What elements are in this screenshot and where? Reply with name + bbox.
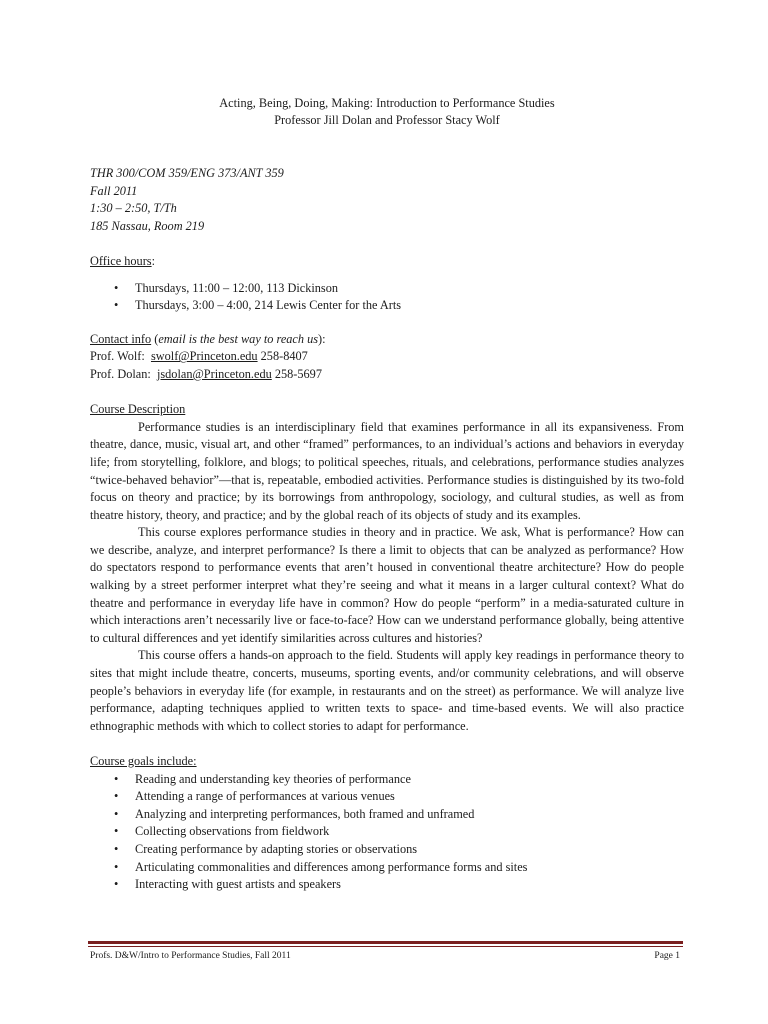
course-description-heading: Course Description: [90, 402, 186, 417]
page-footer: [90, 950, 680, 962]
contact-heading: Contact info (email is the best way to reach us):: [90, 331, 326, 346]
list-item: • Interacting with guest artists and speakers: [90, 876, 684, 894]
list-item: • Analyzing and interpreting performances, both framed and unframed: [90, 806, 684, 824]
course-time: 1:30 – 2:50, T/Th: [90, 201, 177, 216]
document-page: [90, 95, 684, 894]
course-goals-heading: Course goals include:: [90, 754, 197, 768]
course-title: Acting, Being, Doing, Making: Introduction to Performance Studies: [219, 96, 555, 110]
list-item: • Reading and understanding key theories of performance: [90, 771, 684, 789]
footer-rule-thick: [88, 941, 683, 944]
description-paragraph: This course offers a hands-on approach to the field. Students will apply key readings in performance theory to sites that might include theatre, concerts, museums, sporting events, and/or community celebrations, and will observe people’s behaviors in everyday life (for example, in restaurants and on the street) as performance. We will analyze live performance, adapting techniques applied to written texts to space- and time-based events. We will also practice ethnographic methods with which to collect stories to adapt for performance.: [90, 648, 684, 733]
list-item: • Creating performance by adapting stories or observations: [90, 841, 684, 859]
professors-line: Professor Jill Dolan and Professor Stacy Wolf: [274, 113, 500, 127]
list-item: • Articulating commonalities and differences among performance forms and sites: [90, 859, 684, 877]
description-paragraph: This course explores performance studies in theory and in practice. We ask, What is performance? How can we describe, analyze, and interpret performance? Is there a limit to objects that can be analyzed as performance? How do spectators respond to performance events that aren’t housed in conventional theatre architecture? How do people walking by a street performer interpret what they’re seeing and what it means in a larger cultural context? What do theatre and performance in everyday life have in common? How do people “perform” in a media-saturated culture in which interactions aren’t necessarily live or face-to-face? How can we understand performance globally, being attentive to cultural differences and yet identify similarities across cultures and histories?: [90, 525, 684, 645]
office-hours-heading: Office hours:: [90, 253, 156, 268]
contact-dolan: Prof. Dolan: jsdolan@Princeton.edu 258-5697: [90, 366, 322, 381]
footer-course-label: Profs. D&W/Intro to Performance Studies, Fall 2011: [90, 951, 291, 961]
list-item: • Attending a range of performances at various venues: [90, 788, 684, 806]
course-term: Fall 2011: [90, 183, 138, 198]
course-code: THR 300/COM 359/ENG 373/ANT 359: [90, 166, 284, 180]
list-item: • Thursdays, 3:00 – 4:00, 214 Lewis Center for the Arts: [90, 297, 684, 315]
footer-page-number: Page 1: [654, 951, 680, 961]
course-goals-list: [90, 771, 684, 894]
contact-wolf: Prof. Wolf: swolf@Princeton.edu 258-8407: [90, 349, 308, 364]
office-hours-list: [90, 280, 684, 315]
wolf-email-link[interactable]: swolf@Princeton.edu: [150, 349, 258, 364]
footer-rule-thin: [88, 946, 683, 947]
course-room: 185 Nassau, Room 219: [90, 218, 205, 233]
dolan-email-link[interactable]: jsdolan@Princeton.edu: [156, 366, 272, 381]
description-paragraph: Performance studies is an interdisciplinary field that examines performance in all its expansiveness. From theatre, dance, music, visual art, and other “framed” performances, to an individual’s actions and behaviors in everyday life; from storytelling, folklore, and blogs; to political speeches, rituals, and celebrations, performance studies analyzes “twice-behaved behavior”—that is, repeatable, embodied activities. Performance studies is distinguished by its two-fold focus on theory and practice; by its borrowings from anthropology, sociology, and cultural studies, as well as from theatre history, theory, and practice; and by the global reach of its objects of study and its examples.: [90, 419, 684, 522]
list-item: • Collecting observations from fieldwork: [90, 823, 684, 841]
list-item: • Thursdays, 11:00 – 12:00, 113 Dickinson: [90, 280, 684, 298]
